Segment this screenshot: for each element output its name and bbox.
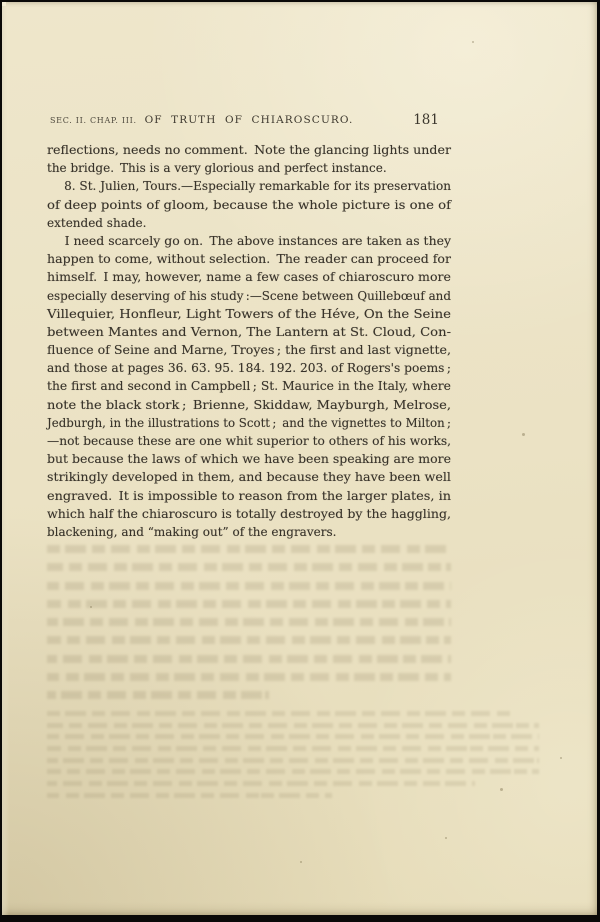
body-text	[47, 141, 451, 541]
text-line: himself. I may, however, name a few cases of chiaroscuro more	[47, 270, 451, 285]
show-through-line	[47, 600, 451, 608]
text-line: blackening, and “making out” of the engravers.	[47, 524, 337, 539]
book-page	[2, 2, 597, 915]
text-line: between Mantes and Vernon, The Lantern at St. Cloud, Con-	[47, 324, 452, 339]
text-line: —not because these are one whit superior to others of his works,	[47, 434, 451, 448]
text-line: the first and second in Campbell ; St. Maurice in the Italy, where	[47, 379, 451, 394]
section-chapter-label: SEC. II. CHAP. III.	[50, 116, 137, 125]
scan-artifact-corner	[2, 2, 6, 6]
text-line: strikingly developed in them, and because they have been well	[47, 470, 451, 485]
running-header	[47, 108, 451, 127]
show-through-line	[47, 673, 451, 681]
foxing-speck	[300, 861, 302, 863]
text-line: of deep points of gloom, because the whole picture is one of	[47, 197, 452, 212]
text-line: 8. St. Julien, Tours.—Especially remarkable for its preservation	[64, 179, 452, 194]
running-title: OF TRUTH OF CHIAROSCURO.	[144, 114, 354, 126]
text-line: which half the chiaroscuro is totally destroyed by the haggling,	[47, 506, 452, 521]
text-line: engraved. It is impossible to reason from the larger plates, in	[47, 488, 451, 503]
show-through-line	[47, 563, 451, 571]
text-line: note the black stork ; Brienne, Skiddaw, Mayburgh, Melrose,	[47, 397, 451, 412]
show-through-line	[47, 655, 451, 663]
page-number: 181	[413, 112, 439, 128]
show-through-body	[47, 545, 451, 710]
text-line: Jedburgh, in the illustrations to Scott ; and the vignettes to Milton ;	[47, 415, 452, 430]
show-through-line	[47, 746, 539, 751]
show-through-line	[47, 793, 332, 798]
text-line: reflections, needs no comment. Note the glancing lights under	[47, 143, 452, 157]
show-through-line	[47, 723, 539, 728]
text-line: I need scarcely go on. The above instances are taken as they	[64, 233, 451, 248]
text-line: but because the laws of which we have been speaking are more	[47, 452, 451, 467]
text-line: happen to come, without selection. The reader can proceed for	[47, 252, 451, 267]
show-through-line	[47, 711, 514, 716]
foxing-speck	[445, 837, 447, 839]
show-through-line	[47, 545, 451, 553]
show-through-line	[47, 582, 451, 590]
show-through-line	[47, 636, 451, 644]
foxing-speck	[560, 757, 562, 759]
text-line: the bridge. This is a very glorious and perfect instance.	[47, 161, 387, 176]
show-through-line	[47, 769, 539, 774]
text-line: fluence of Seine and Marne, Troyes ; the first and last vignette,	[47, 343, 452, 358]
foxing-speck	[472, 41, 474, 43]
show-through-line	[47, 781, 475, 786]
text-line: and those at pages 36. 63. 95. 184. 192. 203. of Rogers's poems ;	[47, 361, 452, 376]
foxing-speck	[522, 433, 525, 436]
show-through-footnote	[47, 711, 539, 805]
foxing-speck	[90, 606, 92, 608]
show-through-line	[47, 691, 269, 699]
text-line: especially deserving of his study :—Scene between Quillebœuf and	[47, 288, 451, 303]
show-through-line	[47, 758, 539, 763]
show-through-line	[47, 618, 451, 626]
foxing-speck	[500, 788, 503, 791]
text-line: Villequier, Honfleur, Light Towers of the Héve, On the Seine	[47, 306, 451, 321]
text-line: extended shade.	[47, 215, 147, 230]
show-through-line	[47, 734, 539, 739]
